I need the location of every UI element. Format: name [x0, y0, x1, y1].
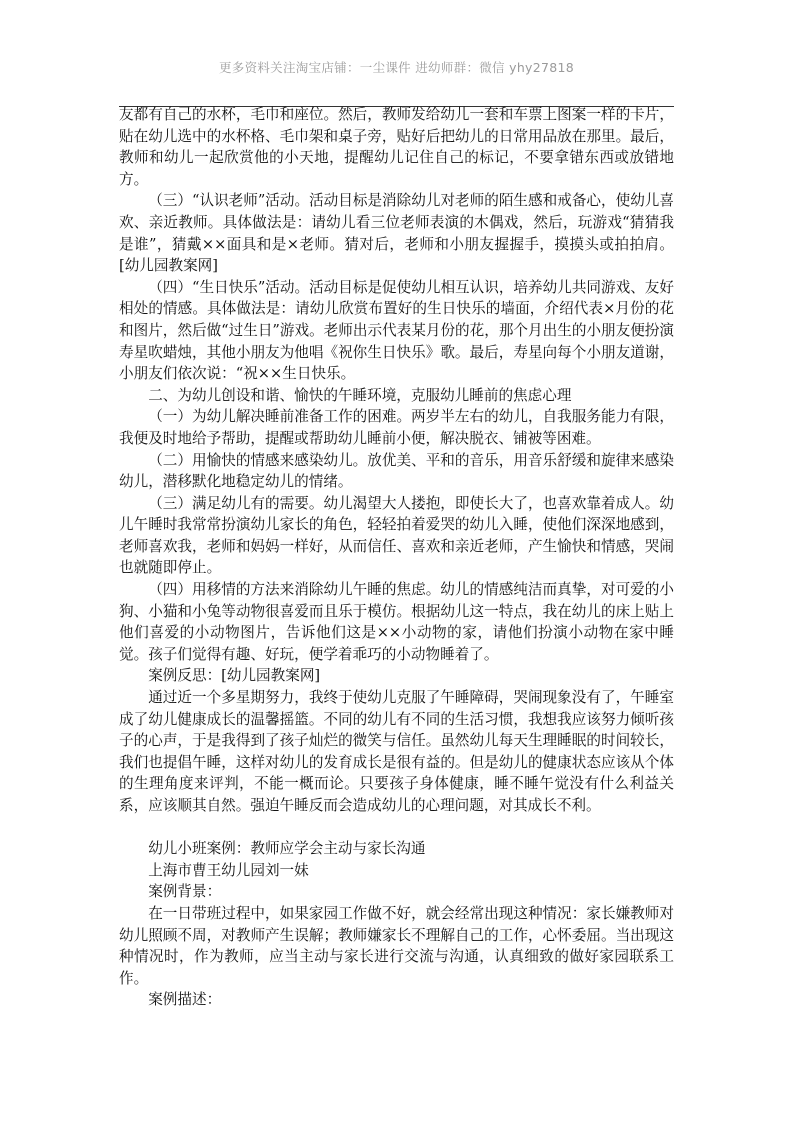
case-author: 上海市曹王幼儿园刘一妹 — [148, 861, 309, 879]
header-watermark: 更多资料关注淘宝店铺：一尘课件 进幼师群：微信 yhy27818 — [218, 60, 575, 75]
paragraph: （三）满足幼儿有的需要。幼儿渴望大人搂抱，即使长大了，也喜欢靠着成人。幼儿午睡时我常常扮演幼儿家长的角色，轻轻拍着爱哭的幼儿入睡，使他们深深地感到，老师喜欢我，老师和妈妈一样好，从而信任、喜欢和亲近老师，产生愉快和情感，哭闹也就随即停止。 — [119, 494, 674, 577]
paragraph: （二）用愉快的情感来感染幼儿。放优美、平和的音乐，用音乐舒缓和旋律来感染幼儿，潜移默化地稳定幼儿的情绪。 — [119, 451, 674, 491]
case-description-label: 案例描述： — [148, 991, 222, 1009]
paragraph: （四）“生日快乐”活动。活动目标是促使幼儿相互认识，培养幼儿共同游戏、友好相处的情感。具体做法是：请幼儿欣赏布置好的生日快乐的墙面，介绍代表×月份的花和图片，然后做“过生日”游戏。老师出示代表某月份的花，那个月出生的小朋友便扮演寿星吹蜡烛，其他小朋友为他唱《祝你生日快乐》歌。最后，寿星向每个小朋友道谢，小朋友们依次说：“祝××生日快乐。 — [119, 278, 674, 383]
blank-line — [119, 817, 674, 839]
paragraph: （一）为幼儿解决睡前准备工作的困难。两岁半左右的幼儿，自我服务能力有限，我便及时地给予帮助，提醒或帮助幼儿睡前小便，解决脱衣、铺被等困难。 — [119, 408, 674, 447]
section-heading: 二、为幼儿创设和谐、愉快的午睡环境，克服幼儿睡前的焦虑心理 — [148, 386, 572, 404]
case-title: 幼儿小班案例：教师应学会主动与家长沟通 — [148, 840, 426, 858]
paragraph: （三）“认识老师”活动。活动目标是消除幼儿对老师的陌生感和戒备心，使幼儿喜欢、亲近教师。具体做法是：请幼儿看三位老师表演的木偶戏，然后，玩游戏“猜猜我是谁”，猜戴××面具和是×老师。猜对后，老师和小朋友握握手，摸摸头或拍拍肩。[幼儿园教案网] — [119, 192, 674, 275]
paragraph: （四）用移情的方法来消除幼儿午睡的焦虑。幼儿的情感纯洁而真挚，对可爱的小狗、小猫和小兔等动物很喜爱而且乐于模仿。根据幼儿这一特点，我在幼儿的床上贴上他们喜爱的小动物图片，告诉他们这是××小动物的家，请他们扮演小动物在家中睡觉。孩子们觉得有趣、好玩，便学着乖巧的小动物睡着了。 — [119, 581, 674, 663]
case-background-label: 案例背景： — [148, 883, 222, 901]
document-body — [119, 104, 674, 1011]
paragraph: 友都有自己的水杯，毛巾和座位。然后，教师发给幼儿一套和车票上图案一样的卡片，贴在幼儿选中的水杯格、毛巾架和桌子旁，贴好后把幼儿的日常用品放在那里。最后，教师和幼儿一起欣赏他的小天地，提醒幼儿记住自己的标记，不要拿错东西或放错地方。 — [119, 106, 674, 188]
paragraph: 在一日带班过程中，如果家园工作做不好，就会经常出现这种情况：家长嫌教师对幼儿照顾不周，对教师产生误解；教师嫌家长不理解自己的工作，心怀委屈。当出现这种情况时，作为教师，应当主动与家长进行交流与沟通，认真细致的做好家园联系工作。 — [119, 904, 674, 987]
paragraph: 通过近一个多星期努力，我终于使幼儿克服了午睡障碍，哭闹现象没有了，午睡室成了幼儿健康成长的温馨摇篮。不同的幼儿有不同的生活习惯，我想我应该努力倾听孩子的心声，于是我得到了孩子灿烂的微笑与信任。虽然幼儿每天生理睡眠的时间较长，我们也提倡午睡，这样对幼儿的发育成长是很有益的。但是幼儿的健康状态应该从个体的生理角度来评判，不能一概而论。只要孩子身体健康，睡不睡午觉没有什么利益关系，应该顺其自然。强迫午睡反而会造成幼儿的心理问题，对其成长不利。 — [119, 689, 674, 814]
case-reflection-label: 案例反思：[幼儿园教案网] — [148, 667, 321, 685]
